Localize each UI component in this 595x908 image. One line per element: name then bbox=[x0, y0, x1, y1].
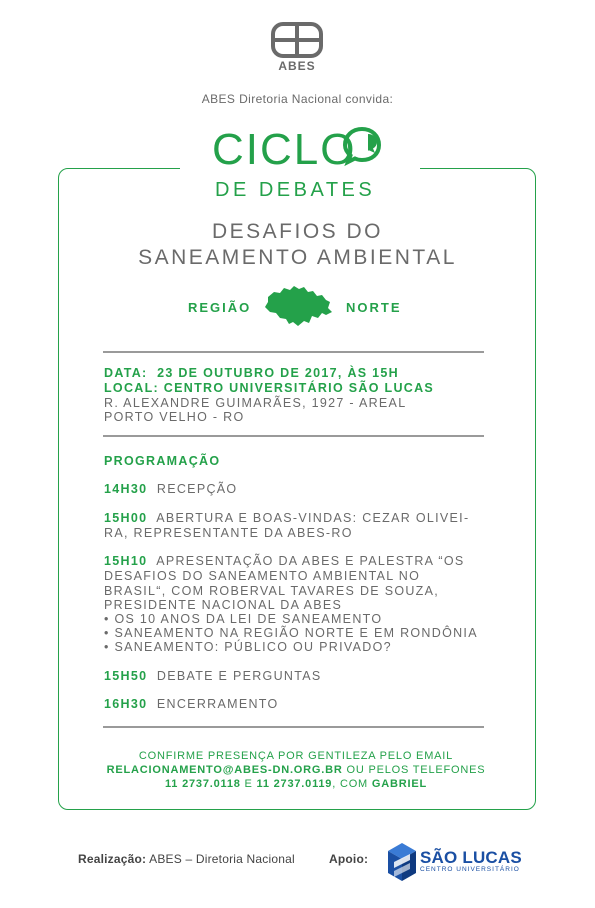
subtitle-line-2: SANEAMENTO AMBIENTAL bbox=[138, 246, 457, 269]
realizacao-value: ABES – Diretoria Nacional bbox=[149, 852, 295, 866]
sao-lucas-logo-icon bbox=[386, 842, 418, 882]
date-line bbox=[104, 366, 399, 381]
program-heading: PROGRAMAÇÃO bbox=[104, 454, 221, 468]
date-label: DATA: bbox=[104, 366, 148, 380]
program-time: 16H30 bbox=[104, 697, 148, 711]
bullet-item: • SANEAMENTO NA REGIÃO NORTE E EM RONDÔNIA bbox=[104, 626, 478, 640]
program-time: 15H10 bbox=[104, 554, 148, 568]
north-region-map-icon bbox=[262, 283, 334, 329]
bullet-item: • SANEAMENTO: PÚBLICO OU PRIVADO? bbox=[104, 640, 392, 654]
program-item bbox=[104, 511, 469, 526]
rsvp-and: E bbox=[244, 778, 253, 790]
local-label: LOCAL: bbox=[104, 381, 160, 395]
region-label-left: REGIÃO bbox=[188, 300, 252, 315]
local-value: CENTRO UNIVERSITÁRIO SÃO LUCAS bbox=[163, 381, 435, 395]
program-text: RA, REPRESENTANTE DA ABES-RO bbox=[104, 526, 353, 540]
apoio-label: Apoio: bbox=[329, 852, 369, 866]
local-line bbox=[104, 381, 434, 396]
program-text: PRESIDENTE NACIONAL DA ABES bbox=[104, 598, 343, 612]
rsvp-phone-2: 11 2737.0119 bbox=[256, 778, 333, 790]
logo-text: ABES bbox=[278, 59, 316, 73]
program-text: DEBATE E PERGUNTAS bbox=[156, 669, 322, 683]
realizacao-label: Realização: bbox=[78, 852, 147, 866]
invite-text: ABES Diretoria Nacional convida: bbox=[201, 92, 394, 106]
rsvp-line-1: CONFIRME PRESENÇA POR GENTILEZA PELO EMAIL bbox=[138, 750, 454, 762]
speech-bubble-icon bbox=[340, 124, 384, 168]
program-item bbox=[104, 554, 465, 569]
divider bbox=[103, 726, 484, 728]
address-line-1: R. ALEXANDRE GUIMARÃES, 1927 - AREAL bbox=[104, 396, 407, 410]
rsvp-contact-name: GABRIEL bbox=[371, 778, 427, 790]
program-item bbox=[104, 697, 279, 712]
program-text: ENCERRAMENTO bbox=[156, 697, 279, 711]
program-text: RECEPÇÃO bbox=[156, 482, 238, 496]
rsvp-line-3 bbox=[58, 777, 534, 792]
sponsor-name: SÃO LUCAS bbox=[420, 848, 522, 867]
program-time: 15H00 bbox=[104, 511, 148, 525]
abes-logo bbox=[266, 22, 328, 73]
address-line-2: PORTO VELHO - RO bbox=[104, 410, 245, 424]
region-label-right: NORTE bbox=[346, 300, 402, 315]
rsvp-phone-1: 11 2737.0118 bbox=[165, 778, 241, 790]
realizacao bbox=[78, 852, 295, 866]
rsvp-line-2 bbox=[58, 763, 534, 778]
subtitle-line-1: DESAFIOS DO bbox=[211, 220, 384, 243]
title-ciclo: CICLO bbox=[212, 125, 357, 174]
sponsor-subtitle: CENTRO UNIVERSITÁRIO bbox=[420, 866, 520, 873]
program-text: DESAFIOS DO SANEAMENTO AMBIENTAL NO bbox=[104, 569, 421, 583]
rsvp-email-link[interactable]: RELACIONAMENTO@ABES-DN.ORG.BR bbox=[106, 764, 343, 776]
divider bbox=[103, 351, 484, 353]
program-time: 14H30 bbox=[104, 482, 148, 496]
rsvp-with: , COM bbox=[332, 778, 369, 790]
program-text: APRESENTAÇÃO DA ABES E PALESTRA “OS bbox=[156, 554, 465, 568]
program-text: BRASIL“, COM ROBERVAL TAVARES DE SOUZA, bbox=[104, 584, 440, 598]
program-time: 15H50 bbox=[104, 669, 148, 683]
date-value: 23 DE OUTUBRO DE 2017, ÀS 15H bbox=[157, 366, 400, 380]
title-de-debates: DE DEBATES bbox=[215, 179, 376, 201]
divider bbox=[103, 435, 484, 437]
program-item bbox=[104, 669, 322, 684]
rsvp-text: OU PELOS TELEFONES bbox=[346, 764, 486, 776]
abes-logo-icon bbox=[271, 22, 323, 58]
program-item bbox=[104, 482, 237, 497]
program-text: ABERTURA E BOAS-VINDAS: CEZAR OLIVEI- bbox=[156, 511, 470, 525]
bullet-item: • OS 10 ANOS DA LEI DE SANEAMENTO bbox=[104, 612, 383, 626]
